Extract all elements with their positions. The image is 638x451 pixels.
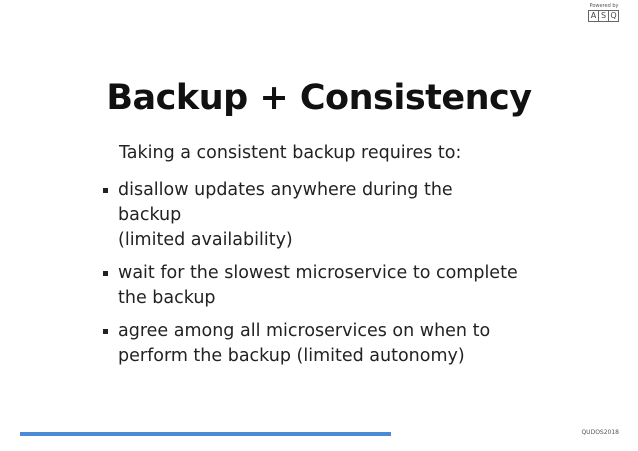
logo-letter: Q [608,10,619,22]
powered-by-label: Powered by [589,3,619,9]
bullet-text-line: wait for the slowest microservice to complete [118,263,518,283]
asq-logo [584,3,624,22]
slide-progress-bar [20,432,391,436]
bullet-text-line: perform the backup (limited autonomy) [118,346,465,366]
bullet-item [100,261,520,311]
asq-logo-letters [584,10,624,22]
bullet-list [100,178,520,377]
bullet-square-icon [103,271,108,276]
bullet-item [100,319,520,369]
bullet-text-line: (limited availability) [118,230,293,250]
bullet-square-icon [103,188,108,193]
bullet-item [100,178,520,253]
logo-letter: S [598,10,609,22]
slide-title: Backup + Consistency [106,78,532,118]
slide-intro: Taking a consistent backup requires to: [119,143,462,163]
logo-letter: A [588,10,599,22]
bullet-text-line: agree among all microservices on when to [118,321,491,341]
bullet-text-line: disallow updates anywhere during the backup [118,180,453,225]
bullet-square-icon [103,329,108,334]
bullet-text-line: the backup [118,288,216,308]
slide-progress-fill [20,432,391,436]
footer-tag: QUDOS2018 [581,429,619,436]
